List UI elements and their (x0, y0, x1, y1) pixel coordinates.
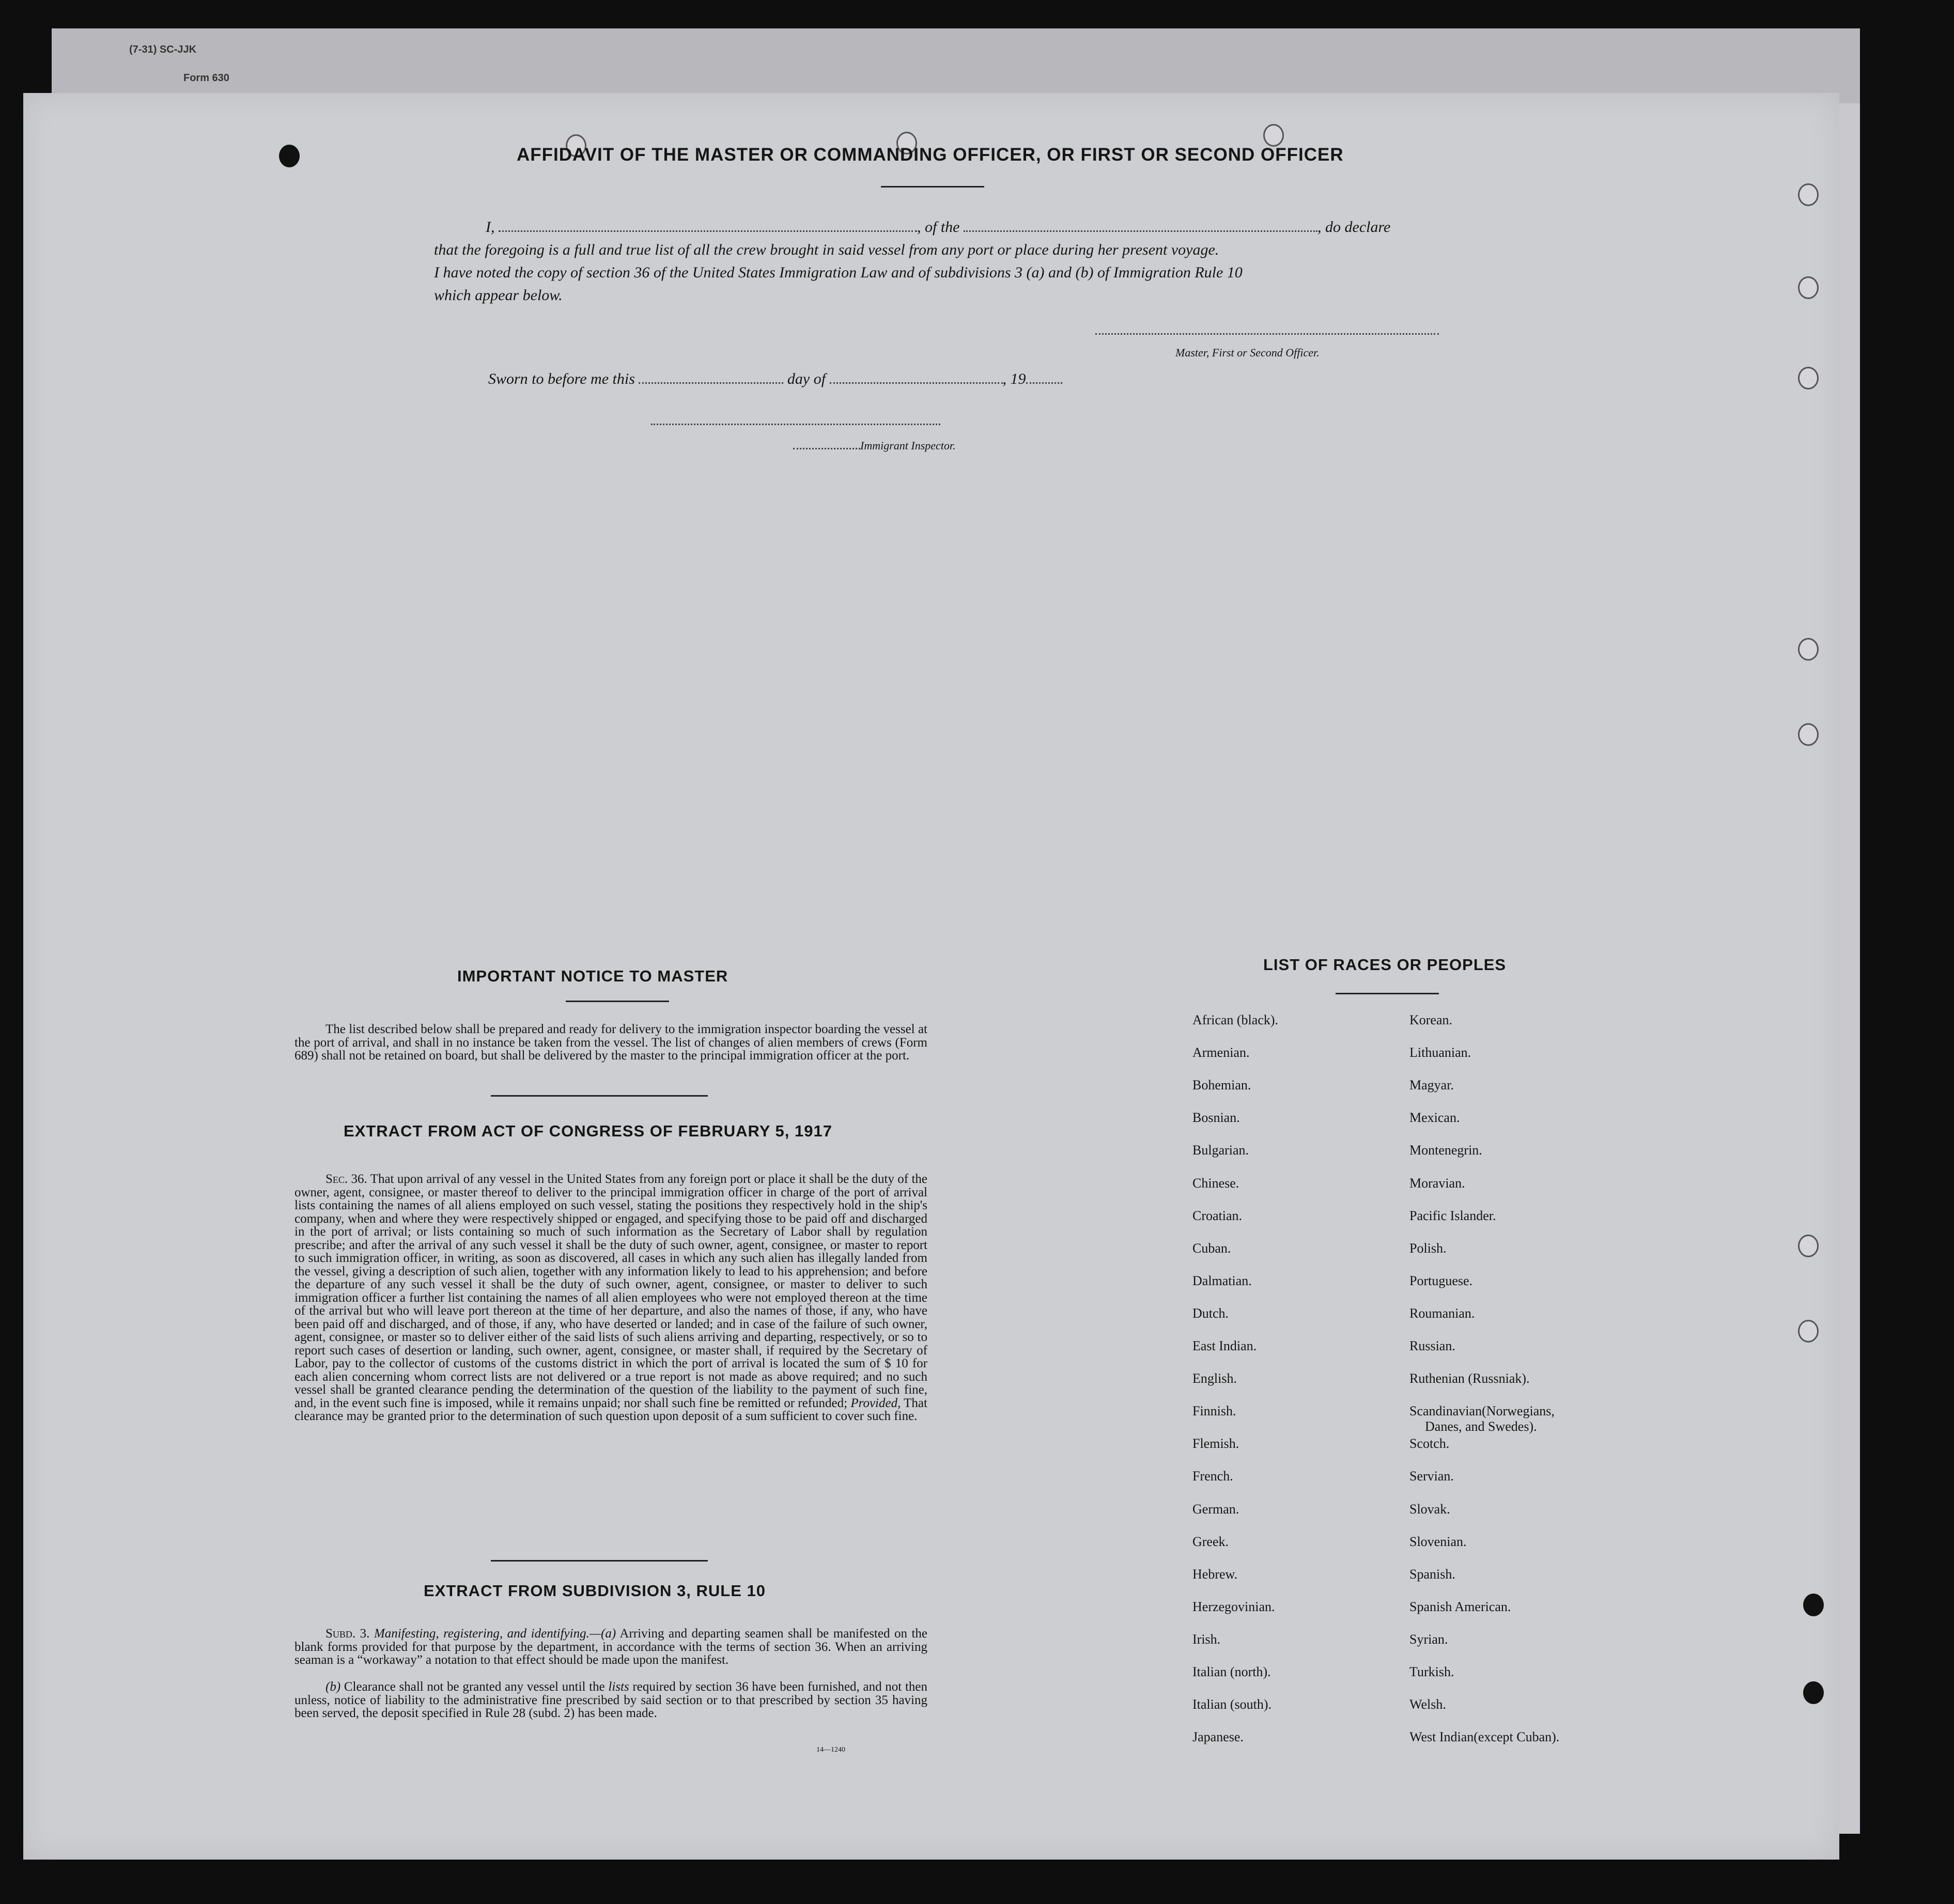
binder-hole-icon (1798, 183, 1819, 206)
lists-word: lists (608, 1680, 629, 1694)
affidavit-line-2: that the foregoing is a full and true list of all the crew brought in said vessel from any port or place during her present voyage. (434, 241, 1219, 258)
inspector-caption-leader (793, 448, 860, 449)
binder-hole-icon (1803, 1594, 1824, 1616)
race-item: Pacific Islander. (1409, 1208, 1496, 1223)
extract-act-divider (491, 1560, 708, 1562)
title-divider (881, 186, 984, 188)
sec-36-text-end: That clearance may be granted prior to the determination of such question upon deposit of a sum sufficient to cover such fine. (294, 1396, 927, 1423)
sec-36-text: That upon arrival of any vessel in the United States from any foreign port or place it shall be the duty of the owner, agent, consignee, or master thereof to deliver to the principal immigration officer in charge of the port of arrival lists containing the names of all aliens employed on such vessel, stating the positions they respectively hold in the ship's company, when and where they were respectively shipped or engaged, and specifying those to be paid off and discharged in the port of arrival; or lists containing so much of such information as the Secretary of Labor shall by regulation prescribe; and after the arrival of any such vessel it shall be the duty of such owner, agent, consignee, or master to report to such immigration officer, in writing, as soon as discovered, all cases in which any such alien has illegally landed from the vessel, giving a description of such alien, together with any information likely to lead to his apprehension; and before the departure of any such vessel it shall be the duty of such owner, agent, consignee, or master to deliver to such immigration officer a further list containing the names of all alien employees who were not employed thereon at the time of the arrival but who will leave port thereon at the time of her departure, and also the names of those, if any, who have been paid off and discharged, and of those, if any, who have deserted or landed; and in case of the failure of such owner, agent, consignee, or master so to deliver either of the said lists of such aliens arriving and departing, respectively, or so to report such cases of desertion or landing, such owner, agent, consignee, or master shall, if required by the Secretary of Labor, pay to the collector of customs of the customs district in which the port of arrival is located the sum of $ 10 for each alien concerning whom correct lists are not delivered or a true report is not made as above required; and no such vessel shall be granted clearance pending the determination of the question of the liability to the payment of such fine, and, in the event such fine is imposed, while it remains unpaid; nor shall such fine be remitted or refunded; (294, 1172, 927, 1410)
notice-text: The list described below shall be prepared and ready for delivery to the immigration inspector boarding the vessel at the port of arrival, and shall in no instance be taken from the vessel. The list of changes of alien members of crews (Form 689) shall not be retained on board, but shall be delivered by the master to the principal immigration officer at the port. (294, 1022, 927, 1063)
race-item: Bohemian. (1192, 1078, 1251, 1093)
race-item: Syrian. (1409, 1631, 1448, 1647)
race-item: East Indian. (1192, 1338, 1257, 1353)
race-item: Japanese. (1192, 1729, 1244, 1745)
race-item: African (black). (1192, 1012, 1279, 1027)
race-item: Portuguese. (1409, 1273, 1473, 1288)
subd-b-body-2: required by section 36 have been furnished, and not then unless, notice of liability to the administrative fine prescribed by said section or to that prescribed by section 35 having been served, the deposit specified in Rule 28 (subd. 2) has been made. (294, 1680, 927, 1720)
notice-divider (566, 1001, 669, 1002)
of-the-label: , of the (917, 219, 960, 236)
sworn-label: Sworn to before me this (488, 370, 635, 387)
subd-heading: Manifesting, registering, and identifying.—(a) (374, 1627, 616, 1641)
race-item: German. (1192, 1501, 1239, 1517)
name-field[interactable] (499, 230, 917, 232)
subd-b-text (294, 1680, 927, 1720)
inspector-caption: Immigrant Inspector. (860, 439, 956, 452)
race-item: Chinese. (1192, 1175, 1239, 1191)
binder-hole-icon (1798, 276, 1819, 299)
extract-act-title: EXTRACT FROM ACT OF CONGRESS OF FEBRUARY 5, 1917 (344, 1122, 832, 1140)
race-item: Mexican. (1409, 1110, 1460, 1126)
race-item: Flemish. (1192, 1436, 1239, 1452)
race-item: Bosnian. (1192, 1110, 1240, 1126)
race-item: Irish. (1192, 1631, 1221, 1647)
sworn-line (488, 370, 1062, 388)
race-item: Dutch. (1192, 1305, 1229, 1321)
form-code: (7-31) SC-JJK (129, 44, 197, 55)
affidavit-line-4: which appear below. (434, 287, 563, 304)
month-field[interactable] (830, 382, 1003, 384)
sec-label: Sec. 36. (325, 1172, 367, 1186)
race-item: Danes, and Swedes). (1425, 1419, 1537, 1434)
race-item: Lithuanian. (1409, 1045, 1471, 1060)
affidavit-body (434, 216, 1467, 307)
race-item: Slovak. (1409, 1501, 1450, 1517)
do-declare-label: , do declare (1317, 219, 1391, 236)
subd-b-body-1: Clearance shall not be granted any vessel until the (344, 1680, 605, 1694)
master-signature-caption: Master, First or Second Officer. (1175, 346, 1320, 359)
vessel-field[interactable] (964, 230, 1317, 232)
races-title: LIST OF RACES OR PEOPLES (1263, 956, 1507, 974)
race-item: Bulgarian. (1192, 1143, 1249, 1158)
binder-hole-icon (1798, 723, 1819, 746)
race-item: Russian. (1409, 1338, 1455, 1353)
affidavit-line-3: I have noted the copy of section 36 of the United States Immigration Law and of subdivisions 3 (a) and (b) of Immigration Rule 10 (434, 264, 1243, 281)
binder-hole-icon (1803, 1681, 1824, 1704)
form-number: Form 630 (183, 72, 229, 84)
notice-title: IMPORTANT NOTICE TO MASTER (457, 967, 728, 985)
i-label: I, (486, 219, 495, 236)
race-item: Dalmatian. (1192, 1273, 1252, 1288)
binder-hole-icon (1798, 367, 1819, 389)
race-item: Italian (south). (1192, 1697, 1272, 1712)
race-item: Italian (north). (1192, 1664, 1271, 1679)
race-item: Korean. (1409, 1012, 1453, 1027)
race-item: West Indian(except Cuban). (1409, 1729, 1560, 1745)
race-item: English. (1192, 1371, 1237, 1386)
race-item: Ruthenian (Russniak). (1409, 1371, 1530, 1386)
race-item: Hebrew. (1192, 1566, 1238, 1582)
races-divider (1336, 993, 1439, 994)
race-item: Welsh. (1409, 1697, 1446, 1712)
extract-act-text (294, 1173, 927, 1423)
binder-hole-icon (279, 145, 300, 167)
race-item: Croatian. (1192, 1208, 1243, 1223)
master-signature-field[interactable] (1095, 333, 1439, 335)
affidavit-title: AFFIDAVIT OF THE MASTER OR COMMANDING OFFICER, OR FIRST OR SECOND OFFICER (517, 145, 1344, 165)
race-item: Cuban. (1192, 1240, 1231, 1256)
document-page (23, 93, 1839, 1860)
race-item: Scotch. (1409, 1436, 1450, 1452)
subd-a-text (294, 1627, 927, 1667)
day-field[interactable] (639, 382, 783, 384)
race-item: Herzegovinian. (1192, 1599, 1275, 1614)
binder-hole-icon (1798, 638, 1819, 661)
subd-label: Subd. 3. (325, 1627, 370, 1641)
print-code: 14—1240 (816, 1746, 845, 1754)
race-item: Montenegrin. (1409, 1143, 1482, 1158)
binder-hole-icon (1798, 1235, 1819, 1257)
race-item: Servian. (1409, 1469, 1454, 1484)
race-item: Finnish. (1192, 1403, 1236, 1419)
race-item: Moravian. (1409, 1175, 1465, 1191)
extract-rule-title: EXTRACT FROM SUBDIVISION 3, RULE 10 (424, 1582, 766, 1600)
race-item: Turkish. (1409, 1664, 1454, 1679)
race-item: Magyar. (1409, 1078, 1454, 1093)
binder-hole-icon (1263, 124, 1284, 147)
race-item: Spanish. (1409, 1566, 1455, 1582)
notice-end-divider (491, 1095, 708, 1097)
subd-b-label: (b) (325, 1680, 341, 1694)
affidavit-declaration-line (486, 216, 1467, 239)
race-item: Polish. (1409, 1240, 1447, 1256)
year-field[interactable] (1026, 382, 1062, 384)
provided-label: Provided, (850, 1396, 901, 1410)
inspector-caption-row (793, 439, 956, 452)
race-item: Greek. (1192, 1534, 1229, 1549)
race-item: Armenian. (1192, 1045, 1250, 1060)
year-label: , 19 (1002, 370, 1026, 387)
subd-a-body: Arriving and departing seamen shall be manifested on the blank forms provided for that purpose by the department, in accordance with the terms of section 36. When an arriving seaman is a “workaway” a notation to that effect should be made upon the manifest. (294, 1627, 928, 1667)
day-of-label: day of (787, 370, 826, 387)
race-item: Scandinavian(Norwegians, (1409, 1403, 1555, 1419)
race-item: French. (1192, 1469, 1233, 1484)
race-item: Slovenian. (1409, 1534, 1467, 1549)
inspector-signature-field[interactable] (651, 424, 940, 425)
binder-hole-icon (1798, 1320, 1819, 1343)
race-item: Roumanian. (1409, 1305, 1475, 1321)
race-item: Spanish American. (1409, 1599, 1511, 1614)
